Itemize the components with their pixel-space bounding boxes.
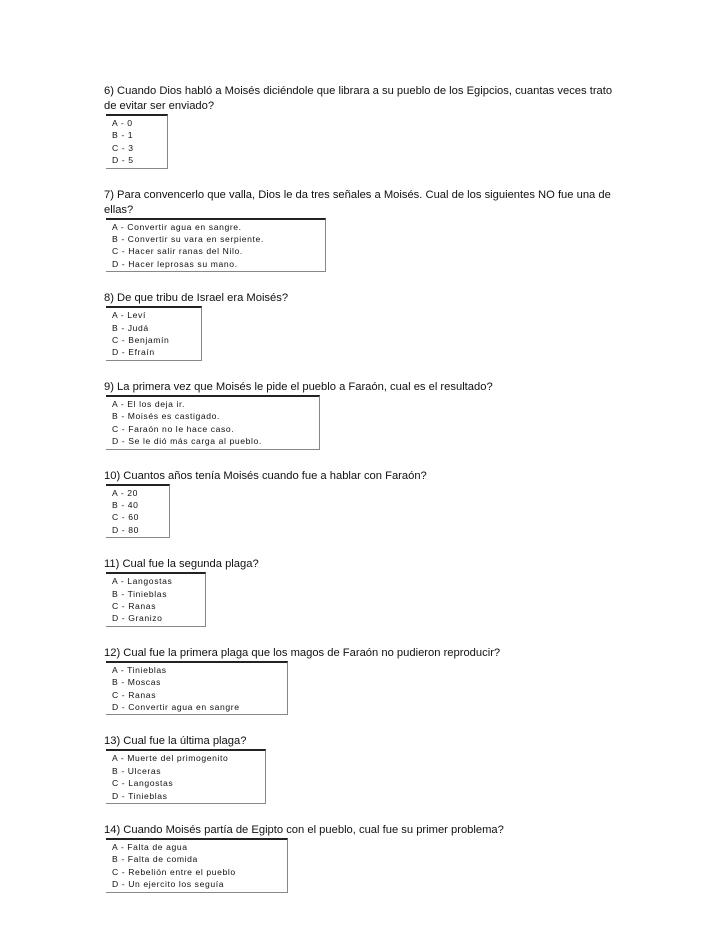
answer-option-d[interactable]: D - Hacer leprosas su mano. — [112, 258, 238, 269]
answer-option-d[interactable]: D - Granizo — [112, 613, 163, 624]
answer-option-a[interactable]: A - Falta de agua — [112, 842, 188, 852]
question-spacer — [104, 538, 624, 557]
question-spacer — [104, 715, 624, 734]
answer-option-b[interactable]: B - 1 — [112, 130, 134, 141]
question-text: 14) Cuando Moisés partía de Egipto con el pueblo, cual fue su primer problema? — [104, 824, 504, 836]
question-6 — [104, 84, 624, 169]
question-text: 13) Cual fue la última plaga? — [104, 735, 247, 748]
answer-option-c[interactable]: C - Rebelión entre el pueblo — [112, 866, 236, 877]
question-10 — [104, 469, 624, 539]
answer-option-d[interactable]: D - Efraín — [112, 347, 155, 358]
options-box — [106, 749, 266, 804]
question-spacer — [104, 627, 624, 646]
question-spacer — [104, 272, 624, 291]
answer-option-c[interactable]: C - Ranas — [112, 600, 157, 611]
answer-option-a[interactable]: A - Muerte del primogenito — [112, 753, 229, 764]
answer-option-a[interactable]: A - El los deja ir. — [112, 398, 186, 409]
question-13 — [104, 734, 624, 804]
answer-option-d[interactable]: D - Un ejercito los seguía — [112, 879, 225, 890]
answer-option-d[interactable]: D - Convertir agua en sangre — [112, 701, 240, 712]
answer-option-c[interactable]: C - 60 — [112, 512, 140, 523]
options-box — [106, 395, 320, 450]
options-box — [106, 572, 206, 627]
answer-option-c[interactable]: C - Faraón no le hace caso. — [112, 423, 235, 434]
answer-option-a[interactable]: A - Leví — [112, 310, 146, 321]
answer-option-a[interactable]: A - Convertir agua en sangre. — [112, 221, 242, 232]
answer-option-b[interactable]: B - Convertir su vara en serpiente. — [112, 234, 264, 245]
answer-option-d[interactable]: D - 5 — [112, 155, 134, 166]
question-text: 6) Cuando Dios habló a Moisés diciéndole que librara a su pueblo de los Egipcios, cuantas veces trato de evitar ser enviado? — [104, 85, 613, 112]
question-8 — [104, 291, 624, 361]
answer-option-b[interactable]: B - 40 — [112, 499, 139, 510]
answer-option-b[interactable]: B - Moisés es castigado. — [112, 411, 221, 422]
answer-option-c[interactable]: C - Hacer salir ranas del Nilo. — [112, 246, 243, 257]
answer-option-d[interactable]: D - Se le dió más carga al pueblo. — [112, 436, 262, 447]
question-text: 11) Cual fue la segunda plaga? — [104, 558, 259, 571]
answer-option-a[interactable]: A - Langostas — [112, 576, 173, 587]
options-box — [106, 114, 168, 169]
options-box — [106, 306, 202, 361]
question-14 — [104, 823, 624, 893]
question-text: 10) Cuantos años tenía Moisés cuando fue a hablar con Faraón? — [104, 469, 427, 482]
question-7 — [104, 188, 624, 273]
answer-option-d[interactable]: D - Tinieblas — [112, 790, 168, 801]
answer-option-a[interactable]: A - 0 — [112, 118, 133, 128]
answer-option-c[interactable]: C - 3 — [112, 142, 134, 153]
question-text: 7) Para convencerlo que valla, Dios le da tres señales a Moisés. Cual de los siguientes NO fue una de ellas? — [104, 188, 611, 216]
question-text: 12) Cual fue la primera plaga que los magos de Faraón no pudieron reproducir? — [104, 646, 501, 659]
options-box — [106, 838, 288, 893]
answer-option-d[interactable]: D - 80 — [112, 524, 140, 535]
answer-option-b[interactable]: B - Judá — [112, 322, 149, 333]
question-11 — [104, 557, 624, 627]
question-spacer — [104, 450, 624, 469]
answer-option-c[interactable]: C - Ranas — [112, 689, 157, 700]
options-box — [106, 484, 170, 539]
question-spacer — [104, 169, 624, 188]
options-box — [106, 661, 288, 716]
answer-option-a[interactable]: A - 20 — [112, 487, 139, 498]
quiz-document — [104, 84, 624, 893]
answer-option-b[interactable]: B - Falta de comida — [112, 854, 198, 865]
question-text: 8) De que tribu de Israel era Moisés? — [104, 292, 289, 305]
question-9 — [104, 380, 624, 450]
answer-option-c[interactable]: C - Langostas — [112, 778, 174, 789]
answer-option-b[interactable]: B - Tinieblas — [112, 588, 168, 599]
answer-option-b[interactable]: B - Moscas — [112, 677, 161, 688]
question-12 — [104, 646, 624, 716]
question-text: 9) La primera vez que Moisés le pide el pueblo a Faraón, cual es el resultado? — [104, 380, 493, 393]
answer-option-c[interactable]: C - Benjamín — [112, 335, 170, 346]
answer-option-b[interactable]: B - Ulceras — [112, 765, 162, 776]
answer-option-a[interactable]: A - Tinieblas — [112, 664, 167, 675]
question-spacer — [104, 361, 624, 380]
question-spacer — [104, 804, 624, 823]
options-box — [106, 218, 326, 273]
